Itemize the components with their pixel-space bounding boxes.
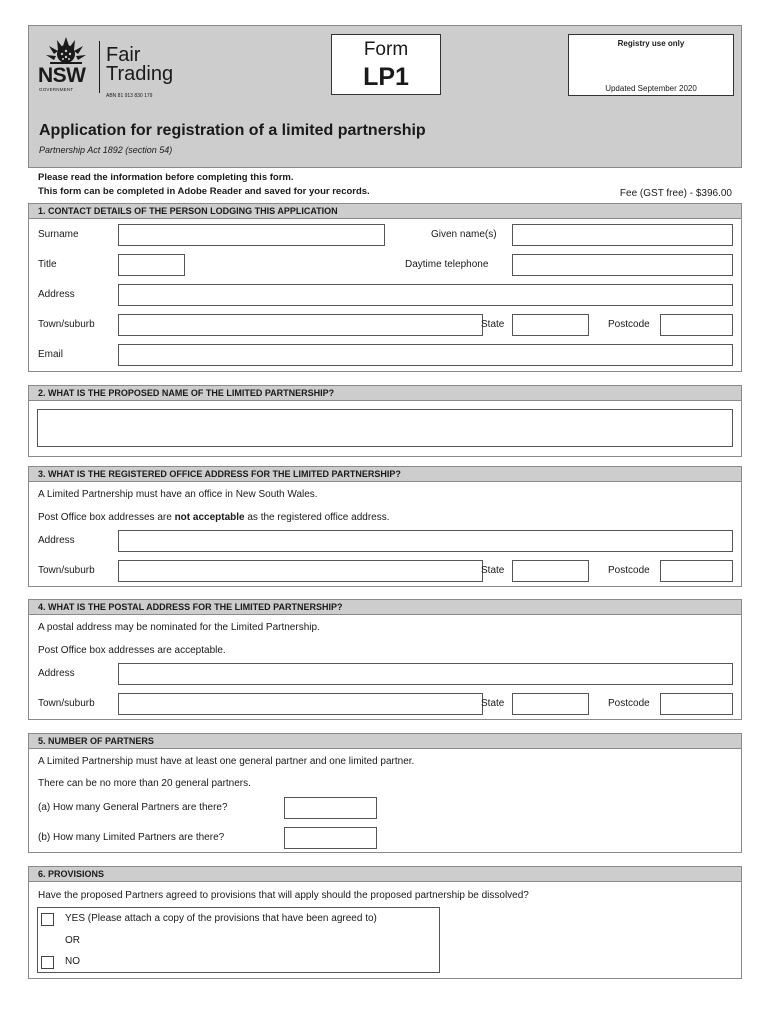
limited-partners-count-field[interactable]: [284, 827, 377, 849]
surname-label: Surname: [38, 229, 79, 240]
registry-label: Registry use only: [617, 39, 685, 48]
section-heading: 3. WHAT IS THE REGISTERED OFFICE ADDRESS FOR THE LIMITED PARTNERSHIP?: [29, 467, 741, 482]
address-field[interactable]: [118, 284, 733, 306]
given-names-label: Given name(s): [431, 229, 497, 240]
postal-address-field[interactable]: [118, 663, 733, 685]
postal-note-1: A postal address may be nominated for the Limited Partnership.: [38, 622, 320, 633]
page-subtitle: Partnership Act 1892 (section 54): [39, 145, 173, 155]
title-field[interactable]: [118, 254, 185, 276]
town-suburb-label: Town/suburb: [38, 565, 95, 576]
section-heading: 5. NUMBER OF PARTNERS: [29, 734, 741, 749]
office-state-field[interactable]: [512, 560, 589, 582]
daytime-telephone-field[interactable]: [512, 254, 733, 276]
form-code: LP1: [363, 63, 409, 91]
or-label: OR: [65, 935, 80, 946]
section-provisions: [28, 866, 742, 979]
waratah-icon: [44, 37, 88, 65]
section-proposed-name: [28, 385, 742, 457]
state-label: State: [481, 319, 505, 330]
town-suburb-label: Town/suburb: [38, 319, 95, 330]
section-heading: 2. WHAT IS THE PROPOSED NAME OF THE LIMITED PARTNERSHIP?: [29, 386, 741, 401]
office-town-suburb-field[interactable]: [118, 560, 483, 582]
office-note-2: [38, 512, 390, 523]
postal-postcode-field[interactable]: [660, 693, 733, 715]
yes-label: YES (Please attach a copy of the provisions that have been agreed to): [65, 913, 377, 924]
postal-state-field[interactable]: [512, 693, 589, 715]
page-title: Application for registration of a limited partnership: [39, 122, 426, 139]
title-label: Title: [38, 259, 57, 270]
email-field[interactable]: [118, 344, 733, 366]
state-label: State: [481, 565, 505, 576]
office-note-2-end: as the registered office address.: [244, 512, 390, 523]
address-label: Address: [38, 289, 75, 300]
address-label: Address: [38, 668, 75, 679]
general-partners-count-field[interactable]: [284, 797, 377, 819]
partners-note-1: A Limited Partnership must have at least one general partner and one limited partner.: [38, 756, 415, 767]
yes-checkbox[interactable]: [41, 913, 54, 926]
nsw-wordmark: NSW: [38, 64, 86, 87]
office-note-2-emphasis: not acceptable: [174, 512, 245, 523]
registry-box: [568, 34, 734, 96]
section-postal-address: [28, 599, 742, 720]
surname-field[interactable]: [118, 224, 385, 246]
postcode-label: Postcode: [608, 698, 650, 709]
proposed-name-field[interactable]: [37, 409, 733, 447]
provisions-question: Have the proposed Partners agreed to provisions that will apply should the proposed partnership be dissolved?: [38, 890, 529, 901]
postal-note-2: Post Office box addresses are acceptable.: [38, 645, 226, 656]
postcode-label: Postcode: [608, 565, 650, 576]
office-postcode-field[interactable]: [660, 560, 733, 582]
form-header: [28, 25, 742, 168]
nsw-government-label: GOVERNMENT: [39, 87, 74, 92]
logo-divider: [99, 41, 100, 93]
email-label: Email: [38, 349, 64, 360]
nsw-fair-trading-logo: [38, 37, 198, 117]
form-word: Form: [363, 39, 409, 60]
given-names-field[interactable]: [512, 224, 733, 246]
limited-partners-question: (b) How many Limited Partners are there?: [38, 832, 225, 843]
fee-label: Fee (GST free) - $396.00: [619, 188, 732, 199]
updated-date: Updated September 2020: [605, 84, 697, 93]
intro-line-2: This form can be completed in Adobe Reader and saved for your records.: [38, 186, 370, 197]
section-contact-details: [28, 203, 742, 372]
general-partners-question: (a) How many General Partners are there?: [38, 802, 228, 813]
section-heading: 1. CONTACT DETAILS OF THE PERSON LODGING THIS APPLICATION: [29, 204, 741, 219]
abn-label: ABN 81 913 830 179: [106, 93, 153, 99]
section-registered-office: [28, 466, 742, 587]
office-note-2-start: Post Office box addresses are: [38, 512, 175, 523]
no-label: NO: [65, 956, 80, 967]
address-label: Address: [38, 535, 75, 546]
office-address-field[interactable]: [118, 530, 733, 552]
postal-town-suburb-field[interactable]: [118, 693, 483, 715]
brand-trading: Trading: [106, 63, 174, 85]
postcode-label: Postcode: [608, 319, 650, 330]
office-note-1: A Limited Partnership must have an office in New South Wales.: [38, 489, 318, 500]
section-number-of-partners: [28, 733, 742, 853]
provisions-options-box: [37, 907, 440, 973]
no-checkbox[interactable]: [41, 956, 54, 969]
section-heading: 6. PROVISIONS: [29, 867, 741, 882]
brand-fair: Fair: [106, 44, 141, 66]
town-suburb-field[interactable]: [118, 314, 483, 336]
partners-note-2: There can be no more than 20 general partners.: [38, 778, 251, 789]
state-field[interactable]: [512, 314, 589, 336]
section-heading: 4. WHAT IS THE POSTAL ADDRESS FOR THE LIMITED PARTNERSHIP?: [29, 600, 741, 615]
daytime-telephone-label: Daytime telephone: [405, 259, 489, 270]
state-label: State: [481, 698, 505, 709]
intro-line-1: Please read the information before completing this form.: [38, 172, 294, 183]
postcode-field[interactable]: [660, 314, 733, 336]
town-suburb-label: Town/suburb: [38, 698, 95, 709]
form-id-box: [331, 34, 441, 95]
